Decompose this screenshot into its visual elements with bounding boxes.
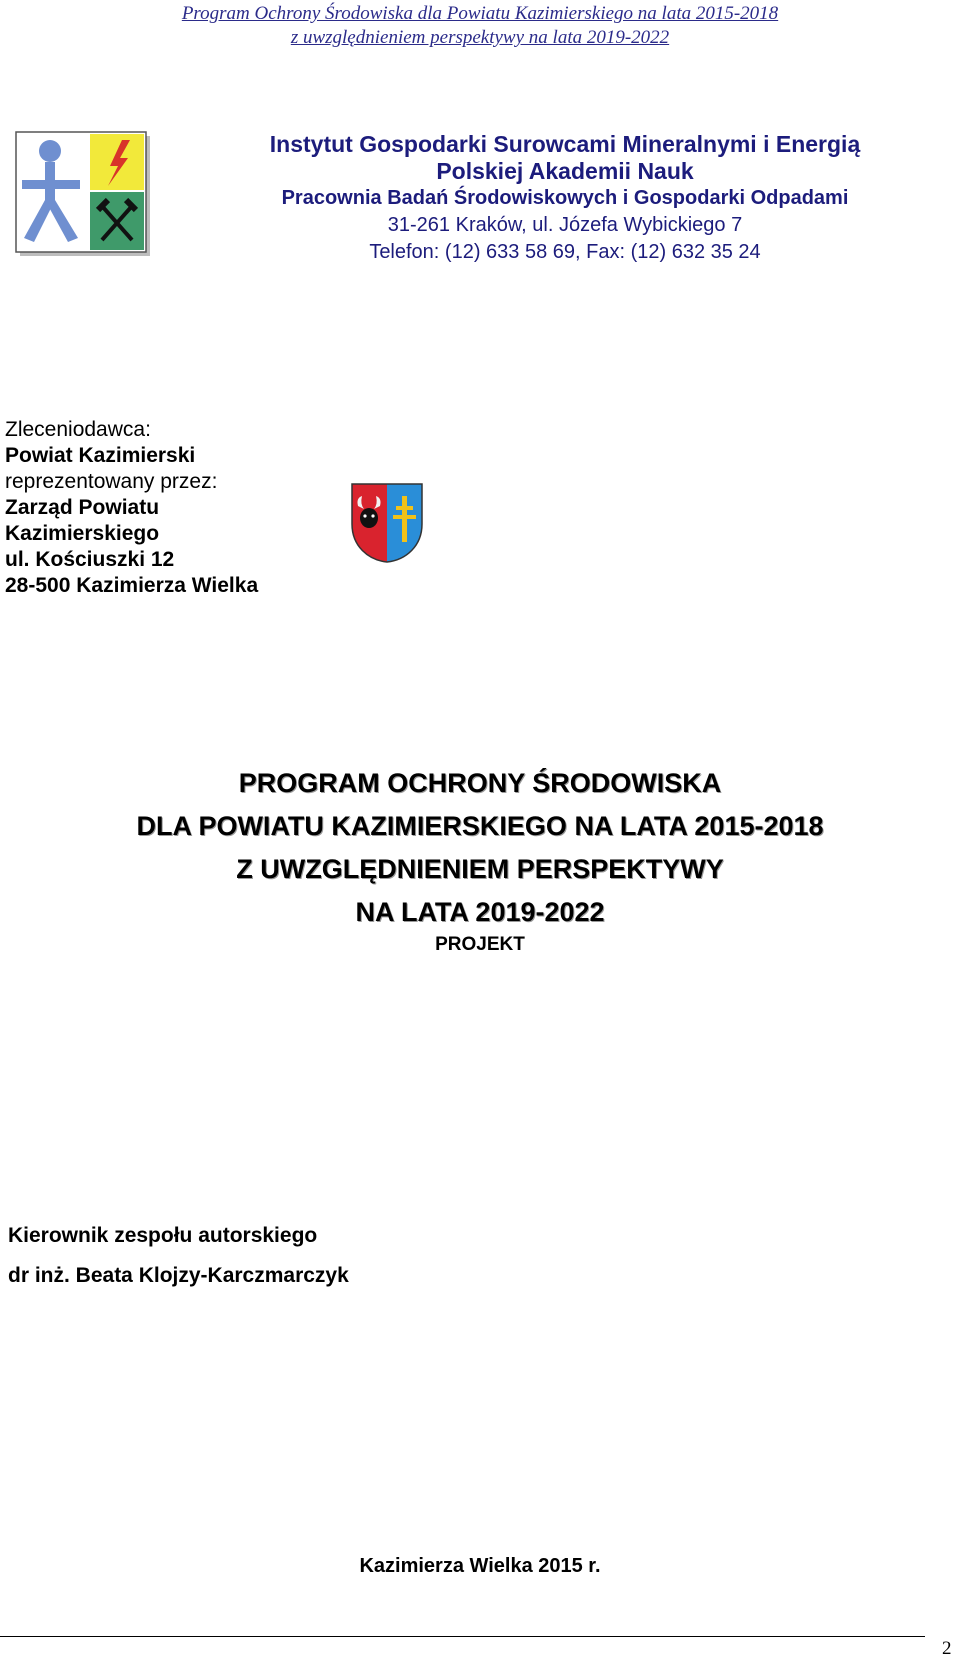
institute-phone: Telefon: (12) 633 58 69, Fax: (12) 632 35 24: [369, 241, 761, 263]
client-city: 28-500 Kazimierza Wielka: [5, 574, 259, 597]
client-board-line-2: Kazimierskiego: [5, 522, 160, 545]
institute-info: [240, 131, 890, 266]
document-status: PROJEKT: [435, 934, 525, 955]
institute-name-line-1: Instytut Gospodarki Surowcami Mineralnymi i Energią: [269, 131, 861, 157]
running-header-line-1: Program Ochrony Środowiska dla Powiatu Kazimierskiego na lata 2015-2018: [181, 3, 779, 24]
running-header-line-2: z uwzględnieniem perspektywy na lata 2019-2022: [290, 27, 670, 48]
document-title-line-4: NA LATA 2019-2022: [355, 897, 605, 927]
page-number: 2: [942, 1638, 952, 1659]
team-leader-name: dr inż. Beata Klojzy-Karczmarczyk: [8, 1264, 349, 1287]
place-and-date: Kazimierza Wielka 2015 r.: [359, 1555, 601, 1577]
footer-rule: [0, 1636, 925, 1637]
institute-name-line-2: Polskiej Akademii Nauk: [436, 158, 694, 184]
document-title-line-1: PROGRAM OCHRONY ŚRODOWISKA: [238, 768, 722, 798]
county-coat-of-arms: [350, 482, 424, 564]
client-street: ul. Kościuszki 12: [5, 548, 175, 571]
client-represented-label: reprezentowany przez:: [5, 470, 218, 493]
document-title-line-2: DLA POWIATU KAZIMIERSKIEGO NA LATA 2015-2018: [136, 811, 824, 841]
client-label: Zleceniodawca:: [5, 418, 151, 441]
client-name: Powiat Kazimierski: [5, 444, 196, 467]
institute-unit: Pracownia Badań Środowiskowych i Gospodarki Odpadami: [281, 187, 849, 209]
client-block: [5, 417, 325, 599]
document-title-line-3: Z UWZGLĘDNIENIEM PERSPEKTYWY: [236, 854, 724, 884]
institute-logo: [14, 130, 154, 258]
team-leader-role: Kierownik zespołu autorskiego: [8, 1224, 318, 1247]
client-board-line-1: Zarząd Powiatu: [5, 496, 160, 519]
institute-address: 31-261 Kraków, ul. Józefa Wybickiego 7: [387, 214, 743, 236]
